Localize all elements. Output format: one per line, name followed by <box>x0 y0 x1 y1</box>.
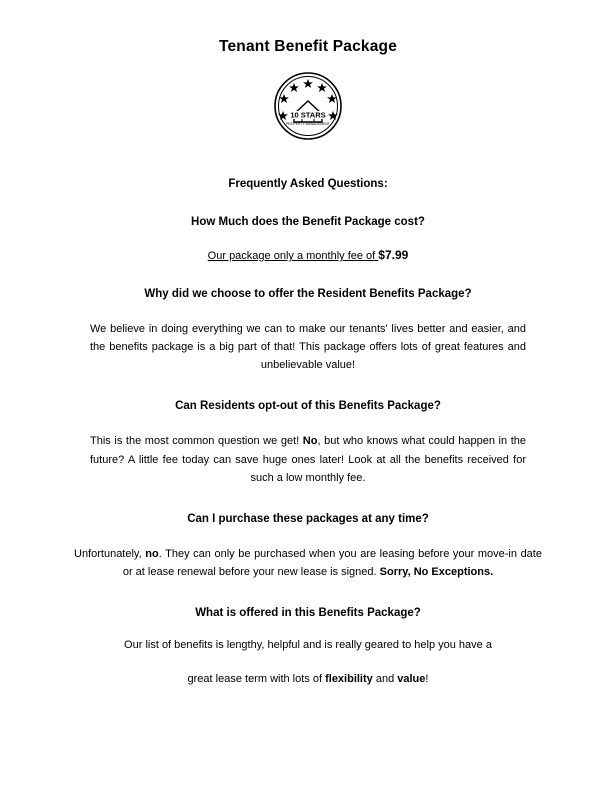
faq-answer-purchase-bold1: no <box>145 547 159 560</box>
faq-question-why-offer: Why did we choose to offer the Resident Benefits Package? <box>144 288 472 300</box>
faq-answer-purchase-anytime <box>46 545 570 581</box>
faq-answer-purchase-part1: Unfortunately, <box>74 547 146 560</box>
logo-tagline-text: PROPERTY MANAGEMENT <box>286 122 330 126</box>
faq-answer-what-offered-line1: Our list of benefits is lengthy, helpful and is really geared to help you have a <box>124 639 492 652</box>
faq-answer-cost-price: $7.99 <box>378 248 409 262</box>
logo-container <box>46 70 570 142</box>
page-title: Tenant Benefit Package <box>218 38 398 55</box>
faq-answer-opt-out-part2: , but who knows what could happen in the future? A little fee today can save huge ones later! Look at all the benefits received for such a low monthly fee. <box>90 435 526 484</box>
faq-answer-offered-part3: ! <box>425 673 429 686</box>
faq-answer-why-offer: We believe in doing everything we can to make our tenants' lives better and easier, and the benefits package is a big part of that! This package offers lots of great features and unbelievable value! <box>90 323 526 372</box>
faq-answer-purchase-bold2: Sorry, No Exceptions. <box>379 565 494 578</box>
faq-answer-offered-bold2: value <box>397 673 426 686</box>
faq-answer-offered-part2: and <box>372 673 398 686</box>
faq-answer-opt-out-part1: This is the most common question we get! <box>90 435 303 448</box>
faq-answer-cost <box>46 248 570 262</box>
faq-question-purchase-anytime: Can I purchase these packages at any time? <box>187 512 429 525</box>
ten-stars-seal-logo <box>272 70 344 142</box>
faq-answer-opt-out <box>46 432 570 486</box>
faq-answer-purchase-part2: . They can only be purchased when you are leasing before your move-in date or at lease renewal before your new lease is signed. <box>122 547 542 578</box>
faq-question-what-offered: What is offered in this Benefits Package? <box>195 607 421 620</box>
faq-heading: Frequently Asked Questions: <box>228 178 388 190</box>
faq-answer-offered-part1: great lease term with lots of <box>187 673 326 686</box>
faq-answer-cost-text: Our package only a monthly fee of <box>207 250 379 262</box>
faq-question-cost: How Much does the Benefit Package cost? <box>191 216 425 228</box>
logo-brand-text: 10 STARS <box>290 110 326 120</box>
faq-answer-offered-bold1: flexibility <box>325 673 373 686</box>
faq-answer-what-offered-line2 <box>46 673 570 685</box>
faq-question-opt-out: Can Residents opt-out of this Benefits Package? <box>175 400 441 413</box>
faq-answer-opt-out-bold1: No <box>302 435 318 448</box>
